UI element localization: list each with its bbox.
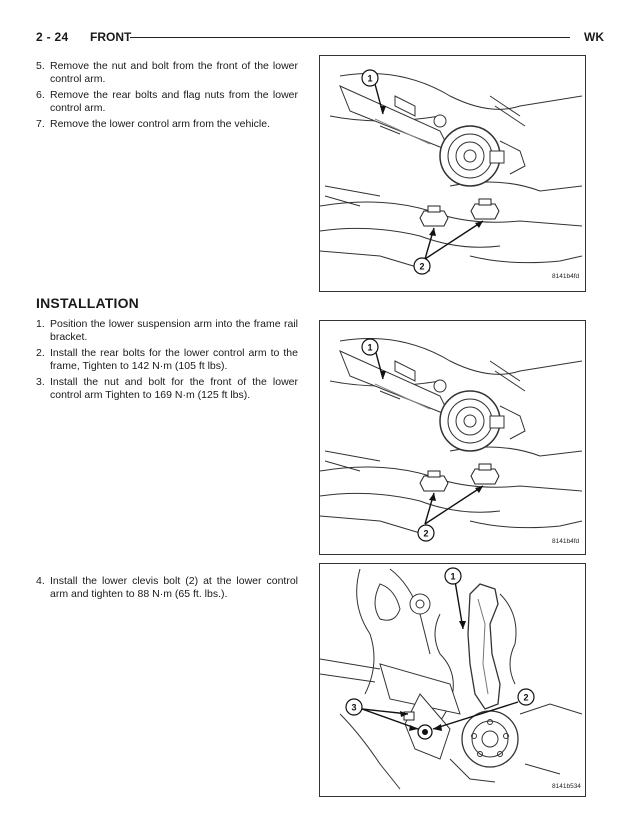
figure-id: 8141b4fd [552, 538, 580, 545]
removal-steps-list [36, 60, 298, 134]
installation-heading: INSTALLATION [36, 295, 139, 311]
callout-number: 2 [423, 528, 429, 539]
step-item [36, 318, 298, 344]
model-code: WK [584, 30, 604, 44]
step-number: 3. [36, 376, 45, 388]
step-number: 4. [36, 575, 45, 587]
installation-steps-list [36, 318, 298, 405]
step-text: Position the lower suspension arm into the frame rail bracket. [50, 318, 298, 343]
step4-list [36, 575, 298, 604]
callout-number: 1 [367, 342, 373, 353]
callout-number: 3 [351, 702, 357, 713]
step-text: Install the rear bolts for the lower control arm to the frame, Tighten to 142 N·m (105 ft lbs). [50, 347, 298, 372]
figure-illustration [320, 56, 585, 291]
callout-number: 1 [450, 571, 456, 582]
figure-illustration [320, 321, 585, 554]
callout-number: 2 [419, 261, 425, 272]
step-item [36, 118, 298, 131]
step-number: 6. [36, 89, 45, 101]
figure-id: 8141b4fd [552, 273, 580, 280]
page-header [36, 28, 604, 48]
step-item [36, 89, 298, 115]
step-text: Remove the rear bolts and flag nuts from the lower control arm. [50, 89, 298, 114]
figure-illustration [320, 564, 585, 796]
step-number: 7. [36, 118, 45, 130]
callout-number: 1 [367, 73, 373, 84]
step-number: 1. [36, 318, 45, 330]
figure-lower-clevis-bolt [319, 563, 586, 797]
step-text: Remove the lower control arm from the vehicle. [50, 118, 271, 130]
step-item [36, 60, 298, 86]
step-item [36, 575, 298, 601]
callout-number: 2 [523, 692, 529, 703]
step-item [36, 347, 298, 373]
figure-lower-control-arm-removal [319, 55, 586, 292]
step-text: Remove the nut and bolt from the front of the lower control arm. [50, 60, 298, 85]
step-number: 5. [36, 60, 45, 72]
figure-lower-control-arm-installation [319, 320, 586, 555]
step-text: Install the lower clevis bolt (2) at the lower control arm and tighten to 88 N·m (65 ft. lbs.). [50, 575, 298, 600]
step-item [36, 376, 298, 402]
page-number: 2 - 24 [36, 30, 69, 44]
section-title: FRONT [90, 30, 132, 44]
step-text: Install the nut and bolt for the front of the lower control arm Tighten to 169 N·m (125 ft lbs). [50, 376, 298, 401]
step-number: 2. [36, 347, 45, 359]
header-rule [130, 37, 570, 38]
figure-id: 8141b534 [552, 783, 581, 790]
